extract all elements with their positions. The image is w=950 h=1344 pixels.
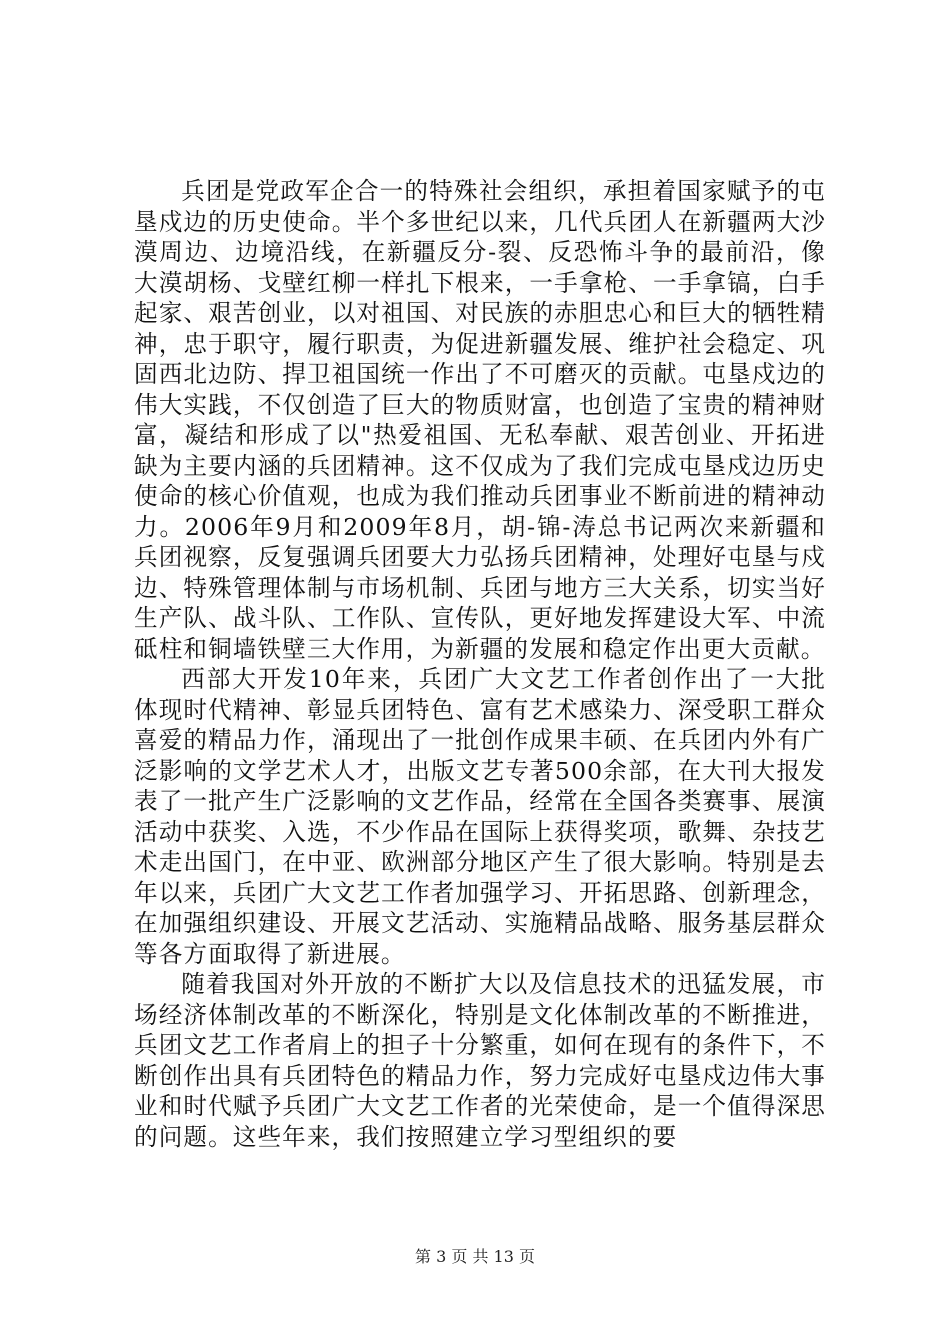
page-footer: 第 3 页 共 13 页 xyxy=(415,1247,535,1266)
paragraph-2: 西部大开发10年来，兵团广大文艺工作者创作出了一大批体现时代精神、彰显兵团特色、富有艺术感染力、深受职工群众喜爱的精品力作，涌现出了一批创作成果丰硕、在兵团内外有广泛影响的文学艺术人才，出版文艺专著500余部，在大刊大报发表了一批产生广泛影响的文艺作品，经常在全国各类赛事、展演活动中获奖、入选，不少作品在国际上获得奖项，歌舞、杂技艺术走出国门，在中亚、欧洲部分地区产生了很大影响。特别是去年以来，兵团广大文艺工作者加强学习、开拓思路、创新理念，在加强组织建设、开展文艺活动、实施精品战略、服务基层群众等各方面取得了新进展。 xyxy=(134,665,826,968)
body-text xyxy=(134,176,826,1152)
paragraph-1: 兵团是党政军企合一的特殊社会组织，承担着国家赋予的屯垦戍边的历史使命。半个多世纪以来，几代兵团人在新疆两大沙漠周边、边境沿线，在新疆反分-裂、反恐怖斗争的最前沿，像大漠胡杨、戈壁红柳一样扎下根来，一手拿枪、一手拿镐，白手起家、艰苦创业，以对祖国、对民族的赤胆忠心和巨大的牺牲精神，忠于职守，履行职责，为促进新疆发展、维护社会稳定、巩固西北边防、捍卫祖国统一作出了不可磨灭的贡献。屯垦戍边的伟大实践，不仅创造了巨大的物质财富，也创造了宝贵的精神财富，凝结和形成了以"热爱祖国、无私奉献、艰苦创业、开拓进缺为主要内涵的兵团精神。这不仅成为了我们完成屯垦戍边历史使命的核心价值观，也成为我们推动兵团事业不断前进的精神动力。2006年9月和2009年8月，胡-锦-涛总书记两次来新疆和兵团视察，反复强调兵团要大力弘扬兵团精神，处理好屯垦与戍边、特殊管理体制与市场机制、兵团与地方三大关系，切实当好生产队、战斗队、工作队、宣传队，更好地发挥建设大军、中流砥柱和铜墙铁壁三大作用，为新疆的发展和稳定作出更大贡献。 xyxy=(134,177,826,663)
paragraph-3: 随着我国对外开放的不断扩大以及信息技术的迅猛发展，市场经济体制改革的不断深化，特别是文化体制改革的不断推进，兵团文艺工作者肩上的担子十分繁重，如何在现有的条件下，不断创作出具有兵团特色的精品力作，努力完成好屯垦戍边伟大事业和时代赋予兵团广大文艺工作者的光荣使命，是一个值得深思的问题。这些年来，我们按照建立学习型组织的要 xyxy=(134,970,826,1151)
